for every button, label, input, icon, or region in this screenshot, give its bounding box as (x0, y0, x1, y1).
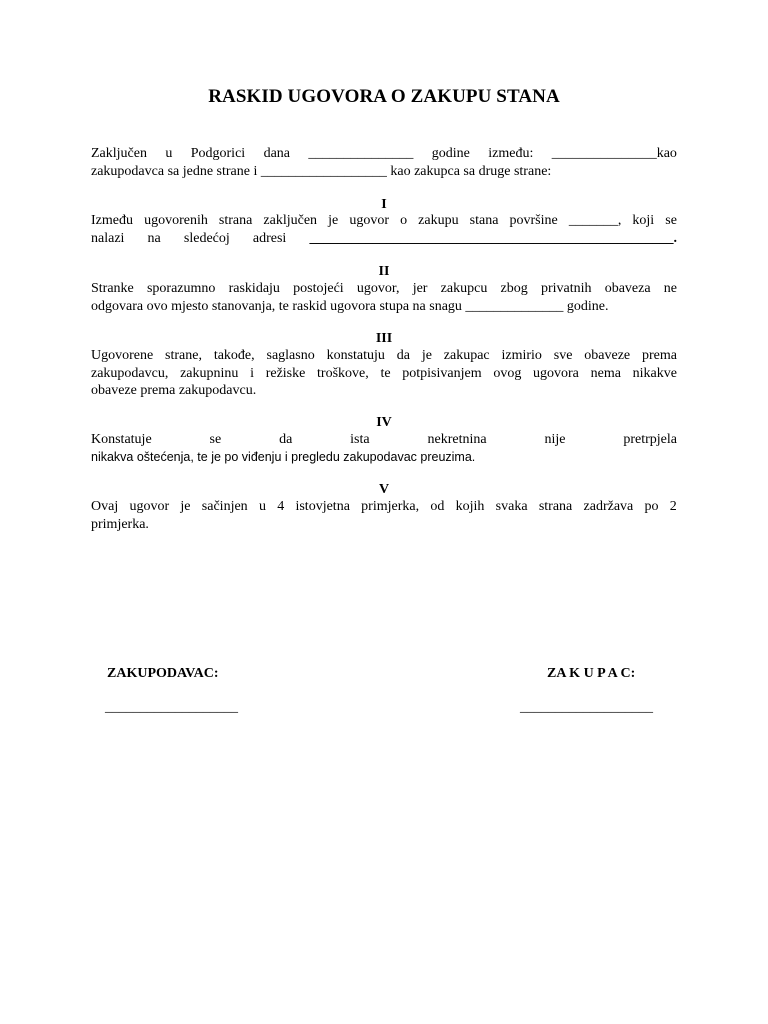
section-heading-5: V (378, 482, 390, 497)
word: sporazumno (146, 281, 216, 296)
word: 4 (277, 499, 285, 514)
section-1-line-1 (91, 212, 677, 230)
word: ne (663, 281, 677, 296)
word: stana (469, 213, 499, 228)
word: saglasno (266, 348, 315, 363)
word: Stranke (91, 281, 134, 296)
word: ugovor (349, 213, 389, 228)
intro-word: dana (263, 146, 290, 161)
word: obaveze (584, 348, 631, 363)
word: privatnih (540, 281, 592, 296)
word: prema (641, 348, 677, 363)
word: sačinjen (201, 499, 248, 514)
word: postojeći (293, 281, 344, 296)
intro-word: u (165, 146, 173, 161)
section-5-line-2-text: primjerka. (91, 516, 149, 532)
word: se (665, 213, 677, 228)
word: na (147, 230, 161, 246)
word: nikakve (632, 365, 677, 381)
word: te (380, 365, 391, 381)
word: ugovor, (356, 281, 400, 296)
word: zadržava (583, 499, 634, 514)
tenant-signature-label: ZA K U P A C: (547, 666, 636, 681)
section-2-line-2-text: odgovara ovo mjesto stanovanja, te raskid ugovora stupa na snagu ______________ godine. (91, 298, 609, 314)
section-paragraph-1 (91, 212, 677, 247)
intro-word: Podgorici (190, 146, 246, 161)
word: da (279, 432, 293, 447)
word: izmirio (501, 348, 542, 363)
intro-paragraph (91, 145, 677, 180)
landlord-signature-line: ___________________ (105, 700, 238, 715)
word: režiske (265, 365, 306, 381)
word: zakupac (443, 348, 490, 363)
section-4-line-1 (91, 431, 677, 449)
section-paragraph-3 (91, 347, 677, 400)
word: zakupcu (440, 281, 488, 296)
word: i (250, 365, 254, 381)
word: troškove, (317, 365, 369, 381)
section-3-line-3-text: obaveze prema zakupodavcu. (91, 383, 257, 398)
intro-word: Zaključen (91, 146, 147, 161)
section-4-line-2 (91, 449, 677, 467)
word: zakupninu (180, 365, 239, 381)
word: Ugovorene (91, 348, 154, 363)
word: sve (553, 348, 573, 363)
section-paragraph-5 (91, 498, 677, 533)
intro-word: između: (488, 146, 534, 161)
word: 2 (669, 499, 677, 514)
word: ugovor (129, 499, 170, 514)
word: se (209, 432, 222, 447)
word: je (328, 213, 339, 228)
word: raskidaju (228, 281, 280, 296)
word: obaveza (604, 281, 651, 296)
section-2-line-2 (91, 298, 677, 316)
word: ista (350, 432, 370, 447)
section-1-line-2 (91, 230, 677, 248)
word: ugovora (533, 365, 579, 381)
word: istovjetna (295, 499, 350, 514)
word: je (421, 348, 432, 363)
word: nema (590, 365, 621, 381)
section-2-line-1 (91, 280, 677, 298)
word: nalazi (91, 230, 125, 246)
word: primjerka, (361, 499, 420, 514)
word: Između (91, 213, 133, 228)
word: zakupodavcu, (91, 365, 169, 381)
word: nekretnina (427, 432, 487, 447)
word: zaključen (263, 213, 318, 228)
word: pretrpjela (623, 432, 677, 447)
word: strana (538, 499, 573, 514)
section-3-line-1 (91, 347, 677, 365)
section-paragraph-2 (91, 280, 677, 315)
word: Ovaj (91, 499, 119, 514)
word: zakupu (418, 213, 459, 228)
landlord-signature-label: ZAKUPODAVAC: (107, 666, 219, 681)
word: Konstatuje (91, 432, 152, 447)
section-heading-3: III (375, 331, 393, 346)
intro-line-2 (91, 163, 677, 181)
intro-word: godine (431, 146, 470, 161)
word: površine (509, 213, 558, 228)
section-3-line-2 (91, 365, 677, 383)
section-heading-4: IV (376, 415, 392, 430)
section-3-line-3 (91, 382, 677, 400)
word: je (180, 499, 191, 514)
word: kojih (455, 499, 485, 514)
intro-line-2-text: zakupodavca sa jedne strane i __________________ kao zakupca sa druge strane: (91, 163, 552, 179)
word: sledećoj (183, 230, 230, 246)
date-blank: _______________ (308, 146, 414, 161)
word: adresi (252, 230, 287, 246)
section-heading-2: II (378, 264, 390, 279)
word: strana (218, 213, 253, 228)
word: koji (632, 213, 655, 228)
word: konstatuju (326, 348, 385, 363)
landlord-blank: _______________kao (551, 146, 677, 161)
address-blank: ____________________________________________________. (309, 230, 677, 246)
section-paragraph-4 (91, 431, 677, 466)
word: ovog (493, 365, 522, 381)
section-4-line-2-text: nikakva oštećenja, te je po viđenju i pregledu zakupodavac preuzima. (91, 449, 476, 464)
word: zbog (500, 281, 528, 296)
section-5-line-2 (91, 516, 677, 534)
word: o (400, 213, 408, 228)
word: da (396, 348, 410, 363)
section-5-line-1 (91, 498, 677, 516)
word: potpisivanjem (402, 365, 482, 381)
word: svaka (495, 499, 528, 514)
word: ugovorenih (144, 213, 208, 228)
word: jer (412, 281, 428, 296)
word: od (430, 499, 445, 514)
section-heading-1: I (381, 197, 387, 212)
area-blank: _______, (568, 213, 622, 228)
word: po (644, 499, 659, 514)
word: strane, (165, 348, 202, 363)
document-title: RASKID UGOVORA O ZAKUPU STANA (208, 86, 560, 107)
word: takođe, (213, 348, 255, 363)
word: nije (544, 432, 566, 447)
intro-line-1 (91, 145, 677, 163)
word: u (258, 499, 266, 514)
tenant-signature-line: ___________________ (520, 700, 653, 715)
